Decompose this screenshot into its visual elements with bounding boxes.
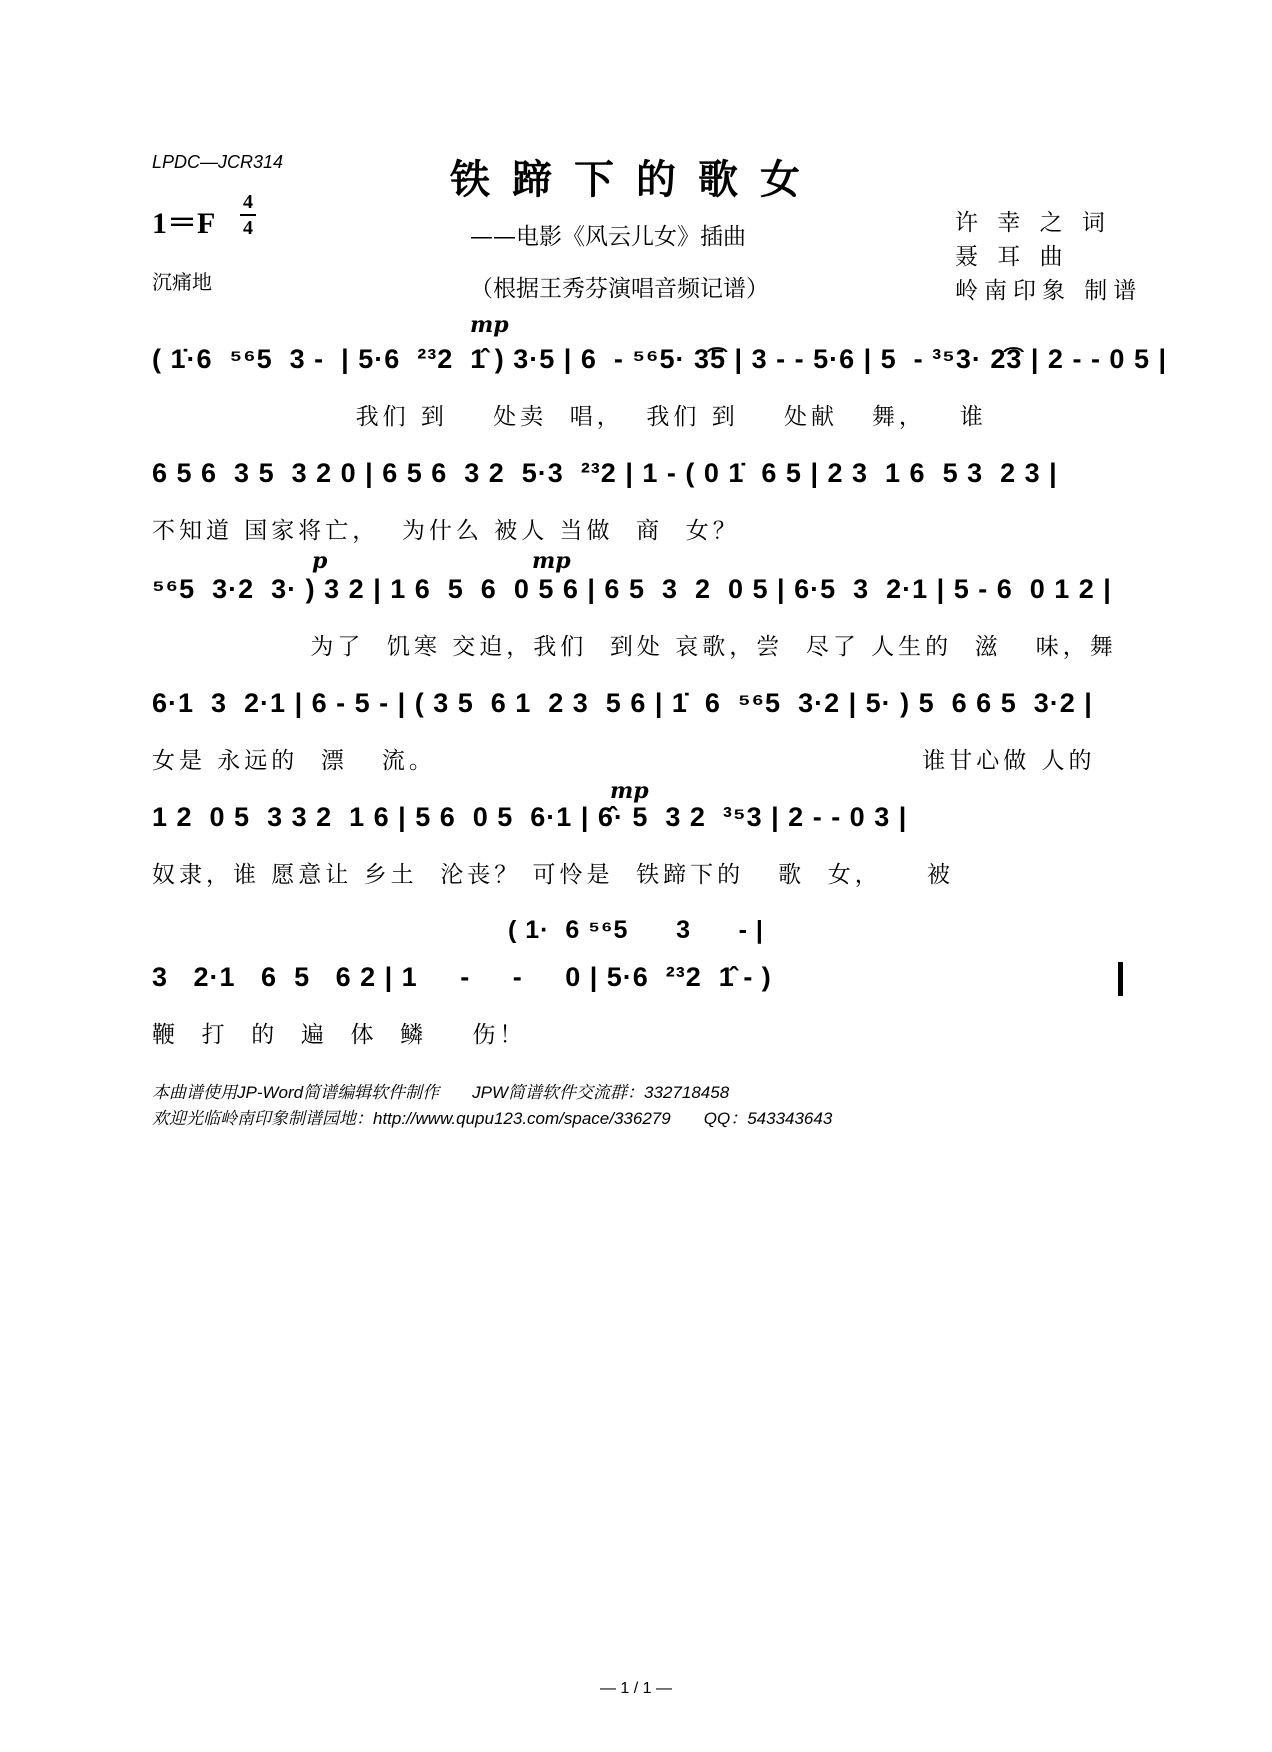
score-code: LPDC—JCR314 <box>152 152 284 172</box>
song-title: 铁蹄下的歌女 <box>450 156 822 203</box>
lyric-line-2: 不知道 国家将亡， 为什么 被人 当做 商 女？ <box>152 518 740 544</box>
song-subtitle: ——电影《风云儿女》插曲 <box>470 224 746 250</box>
notation-line-5: 1 2 0 5 3 3 2 1 6 | 5 6 0 5 6·1 | 6̂· 5 3 2 ³⁵3 | 2 - - 0 3 | <box>152 802 908 832</box>
notation-line-6: 3 2·1 6 5 6 2 | 1 - - 0 | 5·6 ²³2 1̂ - ) <box>152 962 781 992</box>
dynamic-marking: mp <box>610 778 649 804</box>
lyric-line-4: 女是 永远的 漂 流。 谁甘心做 人的 <box>152 748 1096 774</box>
key-signature: 1＝F <box>152 207 216 240</box>
page-number: — 1 / 1 — <box>599 1680 673 1697</box>
dynamic-marking: mp <box>470 312 509 338</box>
dynamic-marking: mp <box>532 548 571 574</box>
dynamic-marking: p <box>312 548 328 574</box>
footer-line-1: 本曲谱使用JP-Word简谱编辑软件制作 JPW简谱软件交流群：332718458 <box>152 1083 730 1102</box>
transcription-note: （根据王秀芬演唱音频记谱） <box>470 276 769 302</box>
lyric-line-3: 为了 饥寒 交迫，我们 到处 哀歌，尝 尽了 人生的 滋 味，舞 <box>152 634 1117 660</box>
lyric-line-1: 我们 到 处卖 唱， 我们 到 处献 舞， 谁 <box>152 404 987 430</box>
time-signature-bottom: 4 <box>243 217 253 239</box>
time-signature <box>240 192 256 238</box>
lyric-line-6: 鞭 打 的 遍 体 鳞 伤！ <box>152 1022 527 1048</box>
notation-line-3: ⁵⁶5 3·2 3· ) 3 2 | 1 6 5 6 0 5 6 | 6 5 3 2 0 5 | 6·5 3 2·1 | 5 - 6 0 1 2 | <box>152 574 1112 604</box>
tempo-marking: 沉痛地 <box>152 272 212 294</box>
composer-credit: 聂 耳 曲 <box>955 244 1069 270</box>
lyric-line-5: 奴隶，谁 愿意让 乡土 沦丧？ 可怜是 铁蹄下的 歌 女， 被 <box>152 862 954 888</box>
time-signature-top: 4 <box>243 191 253 213</box>
alternate-notation-line: ( 1· 6 ⁵⁶5 3 - | <box>508 916 764 944</box>
final-barline <box>1118 962 1123 996</box>
credits <box>955 206 1142 308</box>
notation-line-2: 6 5 6 3 5 3 2 0 | 6 5 6 3 2 5·3 ²³2 | 1 - ( 0 1̇ 6 5 | 2 3 1 6 5 3 2 3 | <box>152 458 1058 488</box>
footer-line-2: 欢迎光临岭南印象制谱园地：http://www.qupu123.com/space/336279 QQ：543343643 <box>152 1109 833 1128</box>
notation-line-4: 6·1 3 2·1 | 6 - 5 - | ( 3 5 6 1 2 3 5 6 | 1̇ 6 ⁵⁶5 3·2 | 5· ) 5 6 6 5 3·2 | <box>152 688 1093 718</box>
transcriber-credit: 岭南印象 制谱 <box>955 278 1143 304</box>
lyricist-credit: 许 幸 之 词 <box>955 210 1111 236</box>
notation-line-1: ( 1̇·6 ⁵⁶5 3 - | 5·6 ²³2 1̂ ) 3·5 | 6 - ⁵⁶5· 3͡5 | 3 - - 5·6 | 5 - ³⁵3· 2͡3 | 2 - - 0 5 | <box>152 344 1168 374</box>
